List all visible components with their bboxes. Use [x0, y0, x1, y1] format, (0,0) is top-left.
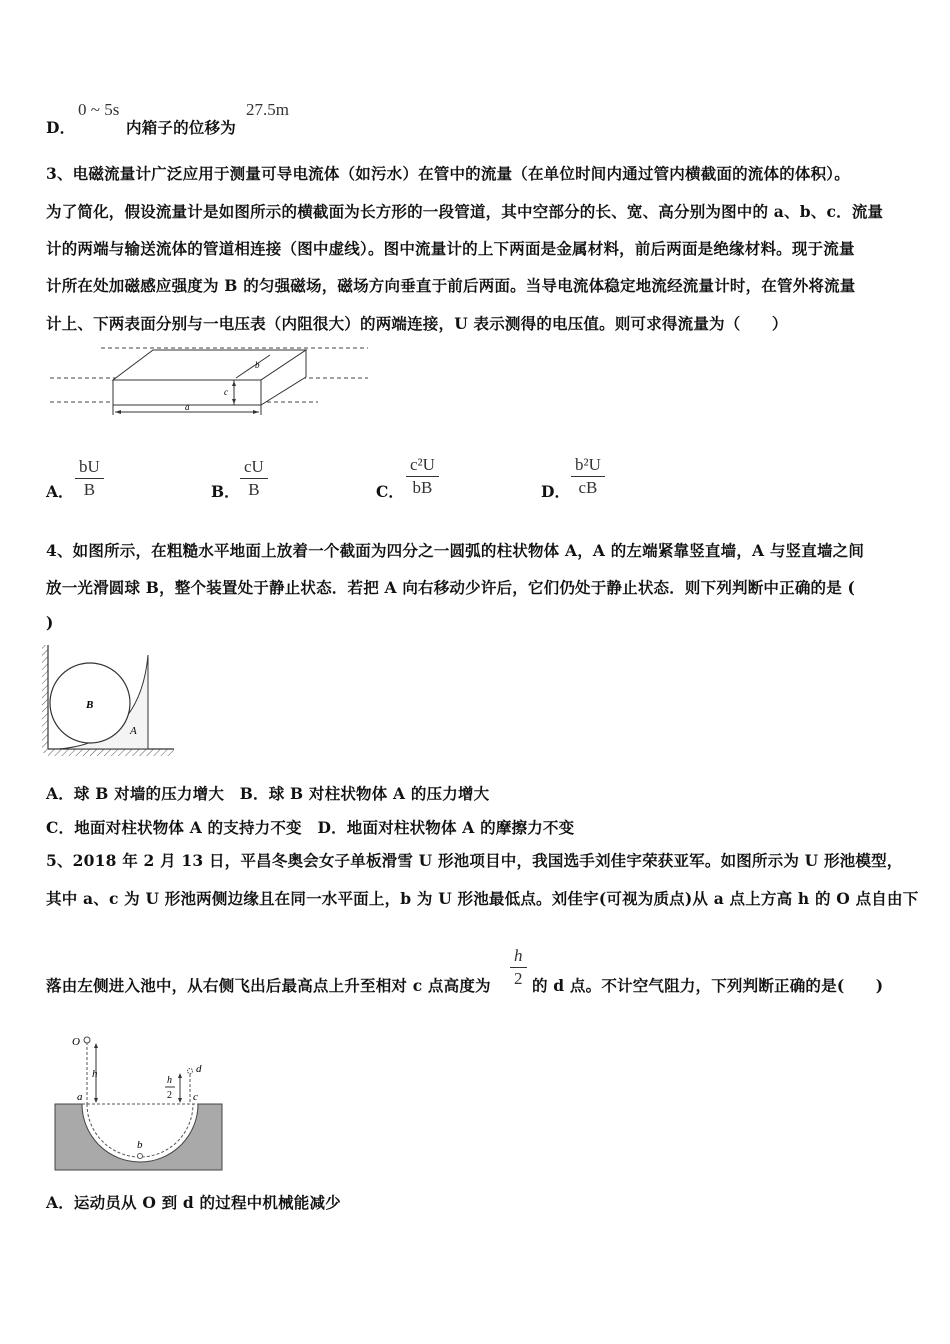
q3-option-d-label: D． [541, 482, 570, 501]
q4-options-line-1: A．球 B 对墙的压力增大 B．球 B 对柱状物体 A 的压力增大 [46, 784, 490, 803]
q3-option-a-label: A． [46, 482, 74, 501]
q5-label-h: h [92, 1068, 98, 1080]
q4-wall-ball-figure [40, 643, 180, 758]
q5-label-o: O [72, 1036, 80, 1048]
q5-label-half-num: h [167, 1075, 172, 1086]
q3-option-b-label: B． [211, 482, 240, 501]
q3-figure-label-b: b [255, 360, 260, 370]
q5-option-a: A．运动员从 O 到 d 的过程中机械能减少 [46, 1193, 341, 1212]
q5-line-3-after: 的 d 点。不计空气阻力，下列判断正确的是( ) [532, 976, 884, 995]
q5-label-d: d [196, 1063, 202, 1075]
q3-option-c-den: bB [412, 478, 433, 497]
q3-option-c-label: C． [376, 482, 404, 501]
q3-line-3: 计的两端与输送流体的管道相连接（图中虚线）。图中流量计的上下两面是金属材料，前后两面是绝缘材料。现于流量 [46, 239, 855, 258]
q5-label-b: b [137, 1139, 143, 1151]
q5-line-1: 5、2018 年 2 月 13 日，平昌冬奥会女子单板滑雪 U 形池项目中，我国选手刘佳宇荣获亚军。如图所示为 U 形池模型， [46, 851, 903, 870]
q3-option-a-num: bU [79, 457, 100, 476]
q4-figure-label-a: A [130, 725, 137, 737]
q4-line-1: 4、如图所示，在粗糙水平地面上放着一个截面为四分之一圆弧的柱状物体 A，A 的左端紧靠竖直墙，A 与竖直墙之间 [46, 541, 865, 560]
q3-option-d-num: b²U [575, 455, 601, 474]
q3-option-b-fraction [240, 457, 268, 500]
q3-option-c-fraction [406, 455, 439, 498]
q5-label-half-den: 2 [167, 1090, 172, 1101]
q5-label-a: a [77, 1091, 83, 1103]
q4-options-line-2: C．地面对柱状物体 A 的支持力不变 D．地面对柱状物体 A 的摩擦力不变 [46, 818, 575, 837]
q3-figure-label-a: a [185, 402, 190, 412]
q2-option-d [46, 116, 75, 138]
q4-line-3: ) [46, 613, 54, 632]
q3-option-d-fraction [571, 455, 605, 498]
q5-label-c: c [193, 1091, 198, 1103]
q2-time-range: 0 ~ 5s [78, 100, 120, 119]
q5-line-2: 其中 a、c 为 U 形池两侧边缘且在同一水平面上，b 为 U 形池最低点。刘佳宇(可视为质点)从 a 点上方高 h 的 O 点自由下 [46, 889, 919, 908]
q5-fraction-num: h [514, 946, 523, 965]
q5-half-h-fraction [510, 946, 527, 989]
q3-option-a-den: B [83, 480, 96, 499]
q3-line-2: 为了简化，假设流量计是如图所示的横截面为长方形的一段管道，其中空部分的长、宽、高分别为图中的 a、b、c．流量 [46, 202, 884, 221]
q3-option-d-den: cB [578, 478, 598, 497]
q3-option-a-fraction [75, 457, 104, 500]
q3-option-b-num: cU [244, 457, 264, 476]
q5-u-pool-figure [50, 1030, 230, 1175]
q5-fraction-den: 2 [514, 969, 523, 988]
q2-displacement-value: 27.5m [246, 100, 289, 119]
q3-option-c-num: c²U [410, 455, 435, 474]
q4-line-2: 放一光滑圆球 B，整个装置处于静止状态．若把 A 向右移动少许后，它们仍处于静止状态．则下列判断中正确的是 ( [46, 578, 856, 597]
q3-line-4: 计所在处加磁感应强度为 B 的匀强磁场，磁场方向垂直于前后两面。当导电流体稳定地流经流量计时，在管外将流量 [46, 276, 856, 295]
q3-flowmeter-figure [48, 340, 373, 420]
q2-option-d-text: 内箱子的位移为 [126, 118, 236, 137]
q3-line-1: 3、电磁流量计广泛应用于测量可导电流体（如污水）在管中的流量（在单位时间内通过管内横截面的流体的体积）。 [46, 164, 850, 183]
q2-option-d-label: D． [46, 118, 76, 137]
q3-option-b-den: B [248, 480, 260, 499]
q3-line-5: 计上、下两表面分别与一电压表（内阻很大）的两端连接，U 表示测得的电压值。则可求得流量为（ ） [46, 314, 788, 333]
q4-figure-label-b: B [86, 699, 94, 711]
q5-line-3-before: 落由左侧进入池中，从右侧飞出后最高点上升至相对 c 点高度为 [46, 976, 491, 995]
q3-figure-label-c: c [224, 387, 228, 397]
